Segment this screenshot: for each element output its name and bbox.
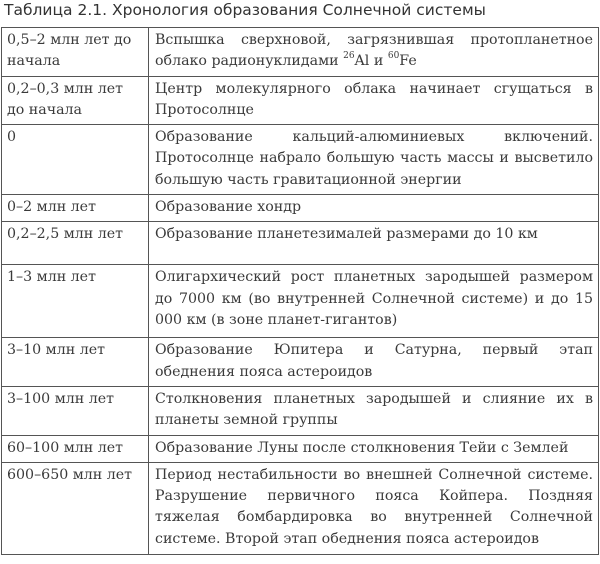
event-cell: Центр молекулярного облака начинает сгущаться в Протосолнце <box>149 76 599 125</box>
event-text: Вспышка сверхновой, загрязнившая протопланетное облако радионуклидами <box>155 32 593 70</box>
event-cell: Образование планетезималей размерами до 10 км <box>149 222 599 265</box>
table-row <box>2 462 599 554</box>
isotope-symbol: Al <box>354 53 370 70</box>
table-row <box>2 28 599 77</box>
event-cell: Образование Луны после столкновения Тейи с Землей <box>149 435 599 462</box>
conjunction: и <box>373 53 384 70</box>
period-cell: 3–100 млн лет <box>2 386 149 435</box>
period-cell: 600–650 млн лет <box>2 462 149 554</box>
period-cell: 0,5–2 млн лет до начала <box>2 28 149 77</box>
period-cell: 0 <box>2 125 149 195</box>
period-cell: 0–2 млн лет <box>2 195 149 222</box>
event-cell: Столкновения планетных зародышей и слияние их в планеты земной группы <box>149 386 599 435</box>
isotope-mass: 26 <box>343 50 355 61</box>
period-cell: 0,2–2,5 млн лет <box>2 222 149 265</box>
isotope-symbol: Fe <box>399 53 417 70</box>
table-row <box>2 222 599 265</box>
chronology-table <box>1 27 599 555</box>
table-caption: Таблица 2.1. Хронология образования Солнечной системы <box>4 1 486 19</box>
table-row <box>2 338 599 387</box>
table-row <box>2 195 599 222</box>
period-cell: 3–10 млн лет <box>2 338 149 387</box>
event-cell <box>149 28 599 77</box>
event-cell: Образование кальций-алюминиевых включений. Протосолнце набрало большую часть массы и высветило большую часть гравитационной энергии <box>149 125 599 195</box>
period-cell: 1–3 млн лет <box>2 265 149 338</box>
period-cell: 0,2–0,3 млн лет до начала <box>2 76 149 125</box>
event-cell: Период нестабильности во внешней Солнечной системе. Разрушение первичного пояса Койпера. Поздняя тяжелая бомбардировка во внутренней Солнечной системе. Второй этап обеднения пояса астероидов <box>149 462 599 554</box>
table-row <box>2 125 599 195</box>
table-row <box>2 435 599 462</box>
event-cell: Олигархический рост планетных зародышей размером до 7000 км (во внутренней Солнечной системе) и до 15 000 км (в зоне планет-гигантов) <box>149 265 599 338</box>
period-cell: 60–100 млн лет <box>2 435 149 462</box>
event-cell: Образование Юпитера и Сатурна, первый этап обеднения пояса астероидов <box>149 338 599 387</box>
table-row <box>2 386 599 435</box>
table-row <box>2 265 599 338</box>
isotope-mass: 60 <box>387 50 400 61</box>
event-cell: Образование хондр <box>149 195 599 222</box>
table-row <box>2 76 599 125</box>
